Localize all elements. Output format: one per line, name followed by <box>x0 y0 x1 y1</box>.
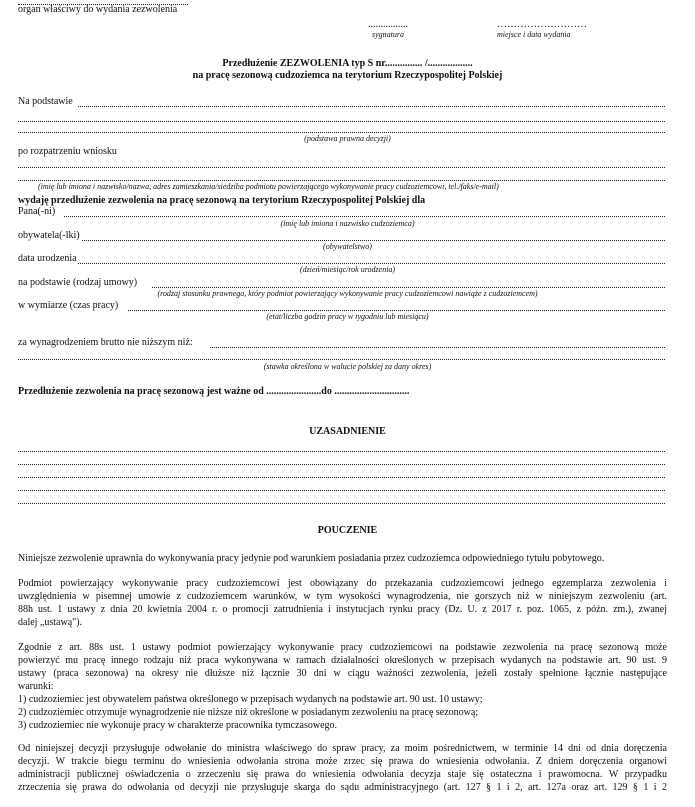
paragraph-line: 88h ust. 1 ustawy z dnia 20 kwietnia 2004 r. o promocji zatrudnienia i instytucjach rynku pracy (Dz. U. z 2017 r. poz. 1065, z późn. zm.), zwanej <box>18 604 667 615</box>
paragraph-line: powierzyć mu pracę innego rodzaju niż praca wykonywana w ramach działalności określonych w przepisach wydanych na podstawie art. 90 ust. 9 <box>18 655 667 666</box>
na-podstawie-line <box>78 106 665 107</box>
miejsce-dots: ……………………… <box>497 19 587 30</box>
miejsce-label: miejsce i data wydania <box>497 30 571 39</box>
paragraph-line: Zgodnie z art. 88s ust. 1 ustawy podmiot powierzający wykonywanie pracy cudzoziemcowi na podstawie zezwolenia na pracę sezonową może <box>18 642 667 653</box>
paragraph-line: decyzji. W trakcie biegu terminu do wniesienia odwołania strona może zrzec się prawa do wniesienia odwołania. Z dniem doręczenia organowi <box>18 756 667 767</box>
pouczenie-paragraph-3 <box>18 641 667 732</box>
wymiar-line <box>128 310 665 311</box>
uzasadnienie-line-4 <box>18 490 665 491</box>
pana-label: Pana(-ni) <box>18 206 56 217</box>
uzasadnienie-line-1 <box>18 451 665 452</box>
paragraph-line: Od niniejszej decyzji przysługuje odwołanie do ministra właściwego do spraw pracy, za moim pośrednictwem, w terminie 14 dni od dnia doręczenia <box>18 743 667 754</box>
obywatela-caption: (obywatelstwo) <box>323 242 372 251</box>
paragraph-line: warunki: <box>18 681 54 692</box>
pouczenie-paragraph-2 <box>18 577 667 629</box>
umowy-line <box>152 287 665 288</box>
data-caption: (dzień/miesiąc/rok urodzenia) <box>299 265 396 274</box>
umowy-caption: (rodzaj stosunku prawnego, który podmiot powierzający wykonywanie pracy cudzoziemcowi nawiąże z cudzoziemcem) <box>157 289 538 298</box>
na-podstawie-umowy-label: na podstawie (rodzaj umowy) <box>18 277 138 288</box>
pana-line <box>64 216 665 217</box>
na-podstawie-label: Na podstawie <box>18 96 73 107</box>
paragraph-line: Podmiot powierzający wykonywanie pracy cudzoziemcowi jest obowiązany do przekazania cudzoziemcowi jednego egzemplarza zezwolenia i <box>18 578 667 589</box>
po-rozpatrzeniu-label: po rozpatrzeniu wniosku <box>18 146 117 157</box>
wydaje-statement: wydaję przedłużenie zezwolenia na pracę sezonową na terytorium Rzeczypospolitej Polskiej dla <box>18 195 426 206</box>
condition-item: 3) cudzoziemiec nie wykonuje pracy w charakterze pracownika tymczasowego. <box>18 720 338 731</box>
imie-podmiot-caption: (imię lub imiona i nazwisko/nazwa, adres zamieszkania/siedziba podmiotu powierzającego wykonywanie pracy cudzoziemcowi, tel./faks/e-mail) <box>38 182 499 191</box>
wynagrodzenie-line <box>210 347 665 348</box>
pouczenie-heading: POUCZENIE <box>317 525 378 536</box>
wynagrodzenie-caption: (stawka określona w walucie polskiej za dany okres) <box>263 362 432 371</box>
uzasadnienie-heading: UZASADNIENIE <box>309 426 386 437</box>
wynagrodzenie-label: za wynagrodzeniem brutto nie niższym niż: <box>18 337 193 348</box>
wymiar-caption: (etat/liczba godzin pracy w tygodniu lub miesiącu) <box>266 312 429 321</box>
wniosek-line-2 <box>18 180 665 181</box>
w-wymiarze-label: w wymiarze (czas pracy) <box>18 300 119 311</box>
pouczenie-paragraph-1: Niniejsze zezwolenie uprawnia do wykonywania pracy jedynie pod warunkiem posiadania przez cudzoziemca odpowiedniego tytułu pobytowego. <box>18 553 605 564</box>
data-urodzenia-label: data urodzenia <box>18 253 77 264</box>
document-title: Przedłużenie ZEZWOLENIA typ S nr............... /.................. <box>222 58 473 69</box>
uzasadnienie-line-5 <box>18 503 665 504</box>
paragraph-line: ustawy (praca sezonowa) na okresy nie dłuższe niż łącznie 30 dni w ciągu ważności zezwolenia, jeżeli zostały spełnione łącznie następujące <box>18 668 667 679</box>
pana-caption: (imię lub imiona i nazwisko cudzoziemca) <box>280 219 415 228</box>
obywatela-label: obywatela(-lki) <box>18 230 80 241</box>
podstawa-caption: (podstawa prawna decyzji) <box>304 134 391 143</box>
obywatela-line <box>82 240 665 241</box>
uzasadnienie-line-2 <box>18 464 665 465</box>
paragraph-line: dalej „ustawą"). <box>18 617 83 628</box>
paragraph-line: zrzeczenia się prawa do odwołania od decyzji nie przysługuje skarga do sądu administracyjnego (art. 127 § 1 i 2, art. 127a oraz art. 129 § 1 i 2 <box>18 782 667 793</box>
waznosc-statement: Przedłużenie zezwolenia na pracę sezonową jest ważne od ......................do .............................. <box>18 386 410 397</box>
condition-item: 1) cudzoziemiec jest obywatelem państwa określonego w przepisach wydanych na podstawie art. 90 ust. 10 ustawy; <box>18 694 483 705</box>
sygnatura-label: sygnatura <box>372 30 404 39</box>
uzasadnienie-line-3 <box>18 477 665 478</box>
na-podstawie-line-2 <box>18 121 665 122</box>
na-podstawie-line-3 <box>18 132 665 133</box>
paragraph-line: uwzględnienia w pisemnej umowie z cudzoziemcem warunków, w tym wysokości wynagrodzenia, nie gorszych niż w niniejszym zezwoleniu (art. <box>18 591 667 602</box>
sygnatura-dots: ................ <box>368 19 408 30</box>
organ-label: organ właściwy do wydania zezwolenia <box>18 4 178 15</box>
document-subtitle: na pracę sezonową cudzoziemca na terytorium Rzeczypospolitej Polskiej <box>192 70 503 81</box>
wniosek-line-1 <box>18 167 665 168</box>
wynagrodzenie-line-2 <box>18 359 665 360</box>
condition-item: 2) cudzoziemiec otrzymuje wynagrodzenie nie niższe niż określone w posiadanym zezwoleniu na pracę sezonową; <box>18 707 479 718</box>
data-urodzenia-line <box>78 263 665 264</box>
paragraph-line: administracji publicznej oświadczenia o zrzeczeniu się prawa do wniesienia odwołania decyzja staje się ostateczna i prawomocna. W przypadku <box>18 769 667 780</box>
pouczenie-paragraph-4 <box>18 742 667 794</box>
